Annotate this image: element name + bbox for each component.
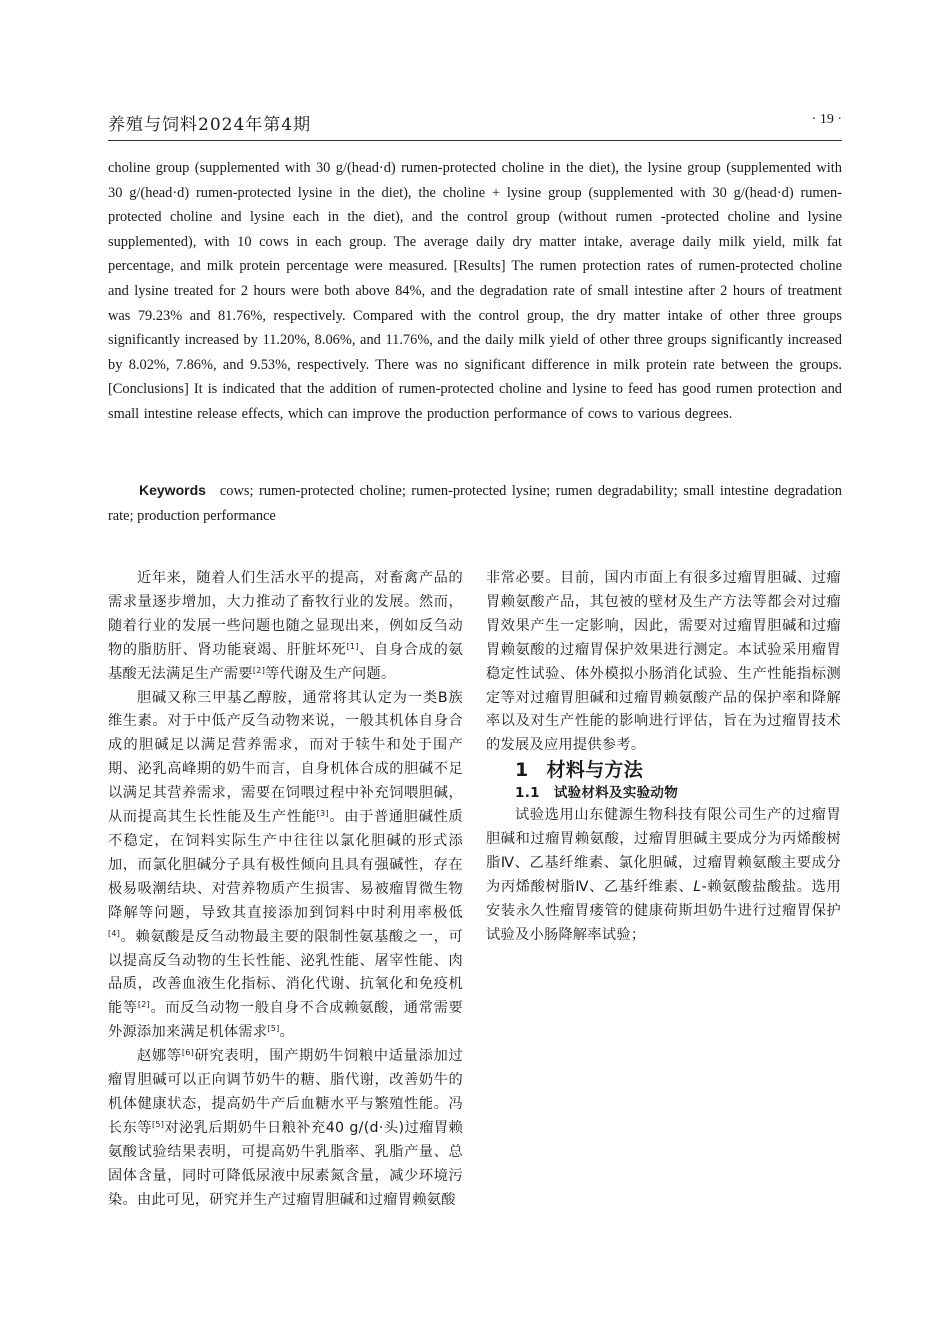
running-header xyxy=(108,110,842,141)
citation: [3] xyxy=(316,809,329,819)
subsection-heading: 1.1 试验材料及实验动物 xyxy=(515,785,679,802)
citation: [2] xyxy=(252,665,266,675)
keywords-text: cows; rumen-protected choline; rumen-protected lysine; rumen degradability; small intestine degradation rate; production performance xyxy=(108,483,842,524)
body-column-right xyxy=(486,567,841,948)
body-column-left xyxy=(108,567,463,1212)
paragraph-intro-1: 近年来，随着人们生活水平的提高，对畜禽产品的需求量逐步增加，大力推动了畜牧行业的发展。然而，随着行业的发展一些问题也随之显现出来，例如反刍动物的脂肪肝、肾功能衰竭、肝脏坏死[1]、自身合成的氨基酸无法满足生产需要[2]等代谢及生产问题。 xyxy=(108,570,463,682)
paragraph-intro-3-continued: 非常必要。目前，国内市面上有很多过瘤胃胆碱、过瘤胃赖氨酸产品，其包被的壁材及生产方法等都会对过瘤胃效果产生一定影响，因此，需要对过瘤胃胆碱和过瘤胃赖氨酸的过瘤胃保护效果进行测定。本试验采用瘤胃稳定性试验、体外模拟小肠消化试验、生产性能指标测定等对过瘤胃胆碱和过瘤胃赖氨酸产品的保护率和降解率以及对生产性能的影响进行评估，旨在为过瘤胃技术的发展及应用提供参考。 xyxy=(486,570,841,754)
paragraph-intro-2: 胆碱又称三甲基乙醇胺，通常将其认定为一类B族维生素。对于中低产反刍动物来说，一般其机体自身合成的胆碱足以满足营养需求，而对于犊牛和处于围产期、泌乳高峰期的奶牛而言，自身机体合成的胆碱不足以满足其营养需求，需要在饲喂过程中补充饲喂胆碱，从而提高其生长性能及生产性能[3]。由于普通胆碱性质不稳定，在饲料实际生产中往往以氯化胆碱的形式添加，而氯化胆碱分子具有极性倾向且具有强碱性，存在极易吸潮结块、对营养物质产生损害、易被瘤胃微生物降解等问题，导致其直接添加到饲料中时利用率极低[4]。赖氨酸是反刍动物最主要的限制性氨基酸之一，可以提高反刍动物的生长性能、泌乳性能、屠宰性能、肉品质，改善血液生化指标、消化代谢、抗氧化和免疫机能等[2]。而反刍动物一般自身不合成赖氨酸，通常需要外源添加来满足机体需求[5]。 xyxy=(108,689,463,1041)
citation: [4] xyxy=(108,928,121,938)
section-heading: 1 材料与方法 xyxy=(515,759,644,782)
citation: [1] xyxy=(346,641,359,651)
citation: [2] xyxy=(137,1000,151,1010)
paragraph-materials: 试验选用山东健源生物科技有限公司生产的过瘤胃胆碱和过瘤胃赖氨酸，过瘤胃胆碱主要成分为丙烯酸树脂Ⅳ、乙基纤维素、氯化胆碱，过瘤胃赖氨酸主要成分为丙烯酸树脂Ⅳ、乙基纤维素、L-赖氨酸盐酸盐。选用安装永久性瘤胃瘘管的健康荷斯坦奶牛进行过瘤胃保护试验及小肠降解率试验； xyxy=(486,807,841,943)
keywords-label: Keywords xyxy=(139,482,206,498)
abstract-english xyxy=(108,156,842,427)
citation: [5] xyxy=(152,1119,165,1129)
abstract-text: choline group (supplemented with 30 g/(head·d) rumen-protected choline in the diet), the lysine group (supplemented with 30 g/(head·d) rumen-protected lysine in the diet), the choline + lysine group (supplemented with 30 g/(head·d) rumen-protected choline and lysine each in the diet), and the control group (without rumen -protected choline and lysine supplemented), with 10 cows in each group. The average daily dry matter intake, average daily milk yield, milk fat percentage, and milk protein percentage were measured. [Results] The rumen protection rates of rumen-protected choline and lysine treated for 2 hours were both above 84%, and the degradation rate of small intestine after 2 hours of treatment was 79.23% and 81.76%, respectively. Compared with the control group, the dry matter intake of other three groups significantly increased by 11.20%, 8.06%, and 11.76%, and the daily milk yield of other three groups significantly increased by 8.02%, 7.86%, and 9.53%, respectively. There was no significant difference in milk protein rate between the groups.[Conclusions] It is indicated that the addition of rumen-protected choline and lysine to feed has good rumen protection and small intestine release effects, which can improve the production performance of cows to various degrees. xyxy=(108,160,842,422)
citation: [5] xyxy=(267,1024,280,1034)
journal-title: 养殖与饲料2024年第4期 xyxy=(108,115,312,135)
keywords-block xyxy=(108,478,842,528)
page-number: · 19 · xyxy=(811,112,842,127)
citation: [6] xyxy=(181,1048,195,1058)
paragraph-intro-3: 赵娜等[6]研究表明，围产期奶牛饲粮中适量添加过瘤胃胆碱可以正向调节奶牛的糖、脂代谢，改善奶牛的机体健康状态，提高奶牛产后血糖水平与繁殖性能。冯长东等[5]对泌乳后期奶牛日粮补充40 g/(d·头)过瘤胃赖氨酸试验结果表明，可提高奶牛乳脂率、乳脂产量、总固体含量，同时可降低尿液中尿素氮含量，减少环境污染。由此可见，研究并生产过瘤胃胆碱和过瘤胃赖氨酸 xyxy=(108,1048,464,1208)
